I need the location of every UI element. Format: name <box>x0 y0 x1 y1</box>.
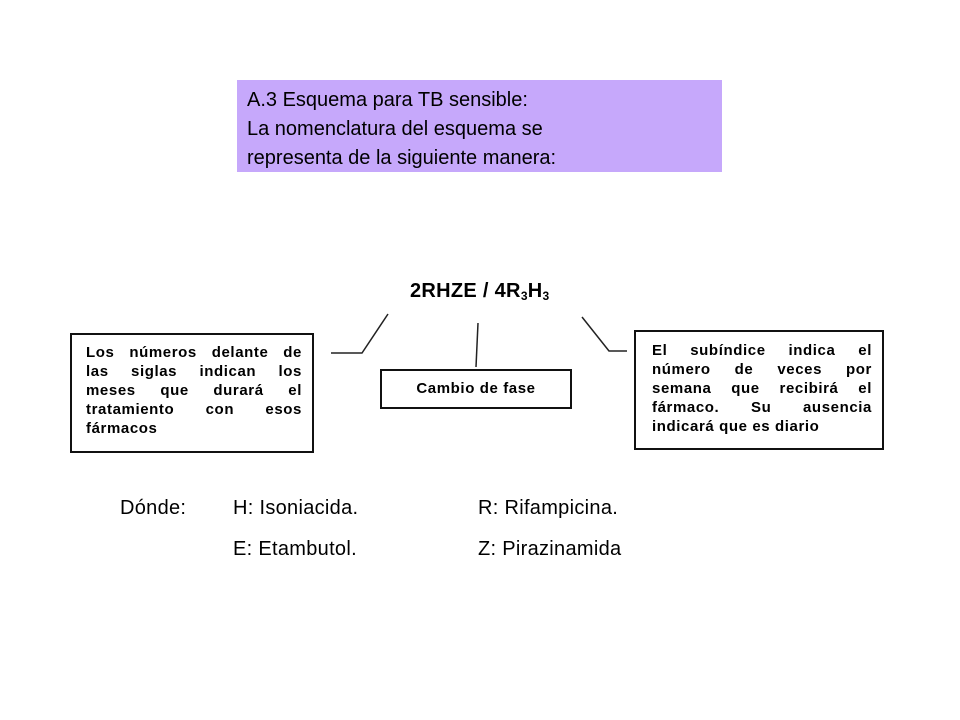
months-line-3: meses que durará el <box>86 382 302 399</box>
legend-etambutol: E: Etambutol. <box>233 538 357 560</box>
formula-main: 2RHZE / 4R <box>410 280 521 302</box>
months-line-5: fármacos <box>86 420 158 437</box>
subscript-line-2: número de veces por <box>652 361 872 378</box>
subscript-line-5: indicará que es diario <box>652 418 820 435</box>
legend-pirazinamida: Z: Pirazinamida <box>478 538 622 560</box>
formula-subscript-h: 3 <box>542 289 550 303</box>
phase-change-label: Cambio de fase <box>416 380 536 397</box>
subscript-line-3: semana que recibirá el <box>652 380 872 397</box>
months-explanation-box <box>70 333 314 453</box>
phase-change-box <box>380 369 572 409</box>
formula-h: H <box>527 280 543 302</box>
title-line-2: La nomenclatura del esquema se <box>247 118 543 140</box>
legend-isoniacida: H: Isoniacida. <box>233 497 359 519</box>
months-line-2: las siglas indican los <box>86 363 302 380</box>
legend-rifampicina: R: Rifampicina. <box>478 497 619 519</box>
subscript-explanation-box <box>634 330 884 450</box>
legend-label: Dónde: <box>120 497 187 519</box>
subscript-line-4: fármaco. Su ausencia <box>652 399 872 416</box>
right-connector <box>582 317 627 351</box>
months-line-4: tratamiento con esos <box>86 401 302 418</box>
title-line-1: A.3 Esquema para TB sensible: <box>247 89 528 111</box>
subscript-line-1: El subíndice indica el <box>652 342 872 359</box>
left-connector <box>331 314 388 353</box>
formula-subscript-r: 3 <box>520 289 528 303</box>
center-connector <box>476 323 478 367</box>
months-line-1: Los números delante de <box>86 344 302 361</box>
title-line-3: representa de la siguiente manera: <box>247 147 557 169</box>
